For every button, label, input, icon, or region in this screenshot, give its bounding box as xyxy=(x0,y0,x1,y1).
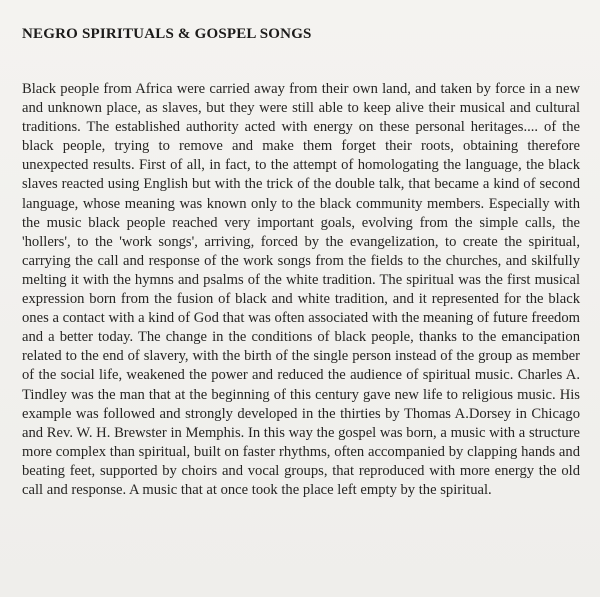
document-title: NEGRO SPIRITUALS & GOSPEL SONGS xyxy=(22,26,312,42)
document-body-paragraph: Black people from Africa were carried away from their own land, and taken by force in a new and unknown place, as slaves, but they were still able to keep alive their musical and cultural traditions. The established authority acted with energy on these personal heritages.... of the black people, trying to remove and make them forget their roots, obtaining therefore unexpected results. First of all, in fact, to the attempt of homologating the language, the black slaves reacted using English but with the trick of the double talk, that became a kind of second language, whose meaning was known only to the black community members. Especially with the music black people reached very important goals, evolving from the simple calls, the 'hollers', to the 'work songs', arriving, forced by the evangelization, to create the spiritual, carrying the call and response of the work songs from the fields to the churches, and skilfully melting it with the hymns and psalms of the white tradition. The spiritual was the first musical expression born from the fusion of black and white tradition, and it represented for the black ones a contact with a kind of God that was often associated with the meaning of future freedom and a better today. The change in the conditions of black people, thanks to the emancipation related to the end of slavery, with the birth of the single person instead of the group as member of the social life, weakened the power and reduced the audience of spiritual music. Charles A. Tindley was the man that at the beginning of this century gave new life to religious music. His example was followed and strongly developed in the thirties by Thomas A.Dorsey in Chicago and Rev. W. H. Brewster in Memphis. In this way the gospel was born, a music with a structure more complex than spiritual, built on faster rhythms, often accompanied by clapping hands and beating feet, supported by choirs and vocal groups, that reproduced with more energy the old call and response. A music that at once took the place left empty by the spiritual. xyxy=(22,81,580,498)
